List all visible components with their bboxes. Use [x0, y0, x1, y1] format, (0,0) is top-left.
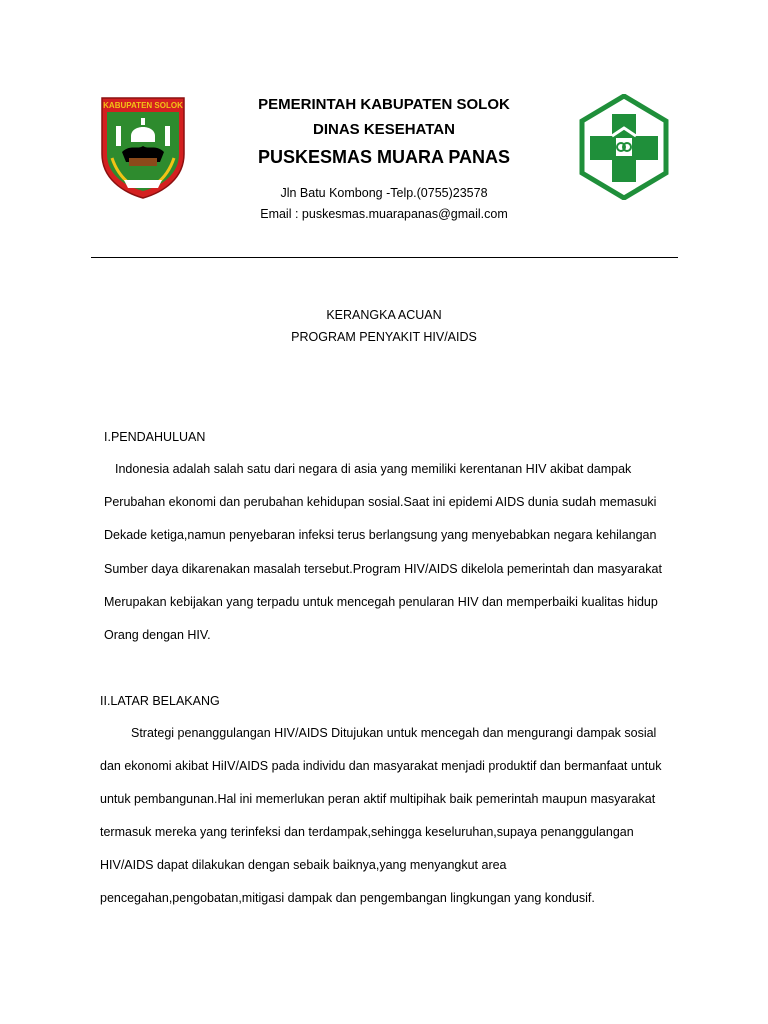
paragraph-line: Indonesia adalah salah satu dari negara di asia yang memiliki kerentanan HIV akibat dampak: [115, 462, 632, 476]
header-government: PEMERINTAH KABUPATEN SOLOK: [258, 96, 510, 113]
header-puskesmas: PUSKESMAS MUARA PANAS: [257, 147, 511, 167]
paragraph-line: Merupakan kebijakan yang terpadu untuk mencegah penularan HIV dan memperbaiki kualitas hidup: [104, 595, 658, 609]
section-heading-latar-belakang: II.LATAR BELAKANG: [100, 694, 220, 708]
paragraph-line: Strategi penanggulangan HIV/AIDS Ditujukan untuk mencegah dan mengurangi dampak sosial: [131, 726, 657, 740]
header-email: Email : puskesmas.muarapanas@gmail.com: [260, 207, 508, 221]
header-divider: [91, 257, 678, 258]
emblem-text: KABUPATEN SOLOK: [103, 101, 183, 110]
paragraph-line: termasuk mereka yang terinfeksi dan terdampak,sehingga keseluruhan,supaya penanggulangan: [100, 825, 634, 839]
paragraph-line: HIV/AIDS dapat dilakukan dengan sebaik baiknya,yang menyangkut area: [100, 858, 507, 872]
header-department: DINAS KESEHATAN: [313, 121, 455, 138]
paragraph-line: untuk pembangunan.Hal ini memerlukan peran aktif multipihak baik pemerintah maupun masyarakat: [100, 792, 656, 806]
header-address: Jln Batu Kombong -Telp.(0755)23578: [280, 186, 488, 200]
document-subtitle: PROGRAM PENYAKIT HIV/AIDS: [291, 330, 477, 344]
paragraph-line: Sumber daya dikarenakan masalah tersebut.Program HIV/AIDS dikelola pemerintah dan masyarakat: [104, 562, 662, 576]
paragraph-line: Perubahan ekonomi dan perubahan kehidupan sosial.Saat ini epidemi AIDS dunia sudah memasuki: [104, 495, 657, 509]
paragraph-line: dan ekonomi akibat HiIV/AIDS pada individu dan masyarakat menjadi produktif dan bermanfaat untuk: [100, 759, 662, 773]
section-heading-pendahuluan: I.PENDAHULUAN: [104, 430, 206, 444]
document-title: KERANGKA ACUAN: [326, 308, 442, 322]
paragraph-line: Orang dengan HIV.: [104, 628, 211, 642]
paragraph-line: Dekade ketiga,namun penyebaran infeksi terus berlangsung yang menyebabkan negara kehilangan: [104, 528, 657, 542]
paragraph-line: pencegahan,pengobatan,mitigasi dampak dan pengembangan lingkungan yang kondusif.: [100, 891, 595, 905]
